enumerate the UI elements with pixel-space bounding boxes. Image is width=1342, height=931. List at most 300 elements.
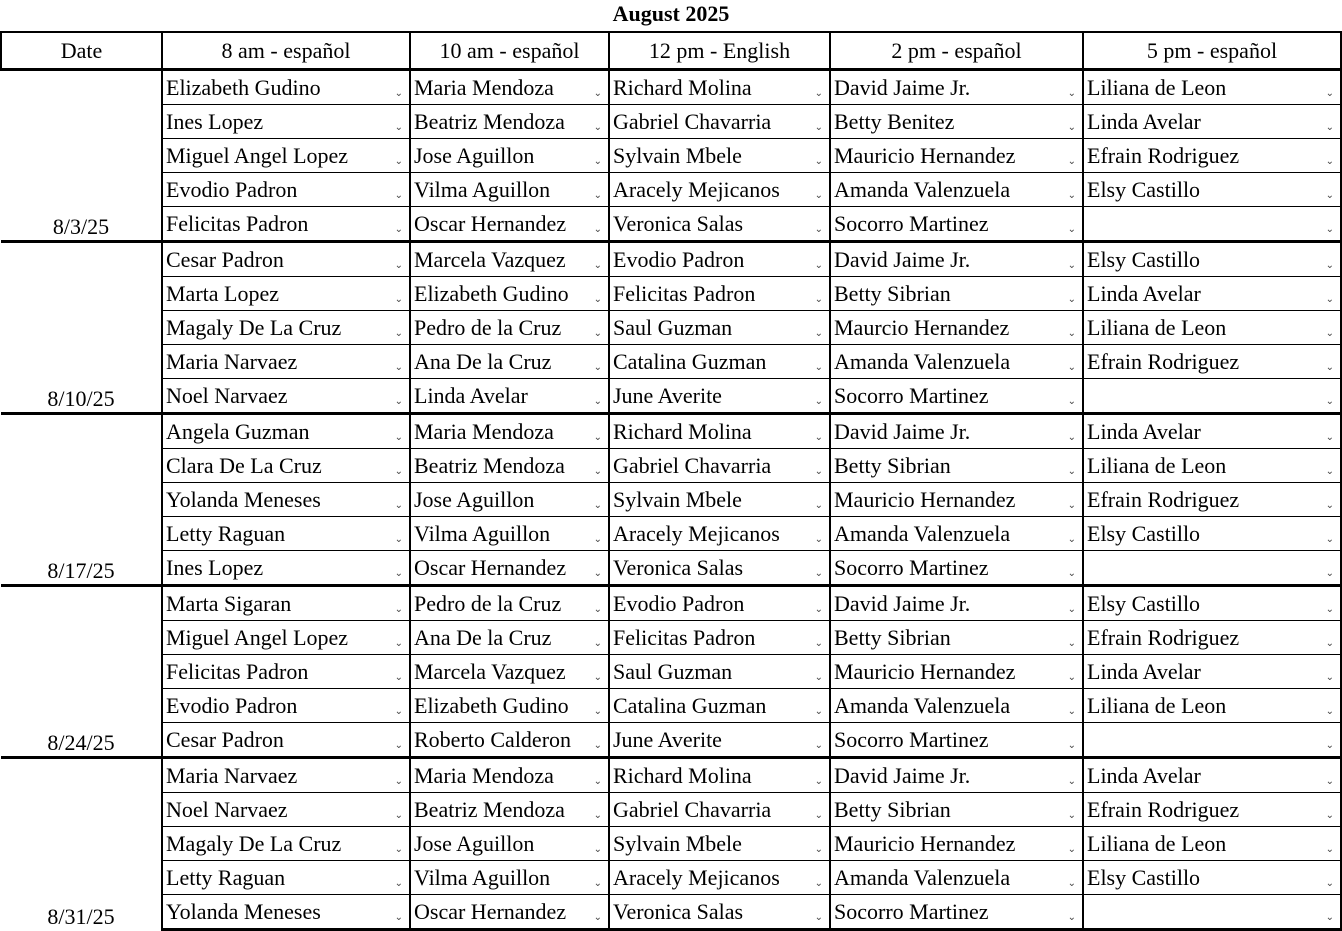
dropdown-arrow-icon[interactable]: ⌄ bbox=[1067, 706, 1076, 717]
dropdown-arrow-icon[interactable]: ⌄ bbox=[394, 294, 403, 305]
dropdown-arrow-icon[interactable]: ⌄ bbox=[1325, 706, 1334, 717]
volunteer-name: Efrain Rodriguez bbox=[1087, 624, 1240, 650]
dropdown-arrow-icon[interactable]: ⌄ bbox=[593, 844, 602, 855]
dropdown-arrow-icon[interactable]: ⌄ bbox=[593, 706, 602, 717]
volunteer-select[interactable] bbox=[410, 70, 609, 105]
dropdown-arrow-icon[interactable]: ⌄ bbox=[1067, 88, 1076, 99]
dropdown-arrow-icon[interactable]: ⌄ bbox=[394, 638, 403, 649]
volunteer-select[interactable] bbox=[830, 483, 1083, 517]
dropdown-arrow-icon[interactable]: ⌄ bbox=[1067, 328, 1076, 339]
dropdown-arrow-icon[interactable]: ⌄ bbox=[814, 88, 823, 99]
table-row bbox=[1, 207, 1341, 242]
volunteer-select[interactable] bbox=[609, 207, 830, 242]
volunteer-select[interactable] bbox=[609, 895, 830, 930]
volunteer-name: Oscar Hernandez bbox=[414, 210, 567, 236]
volunteer-select[interactable] bbox=[1083, 105, 1341, 139]
volunteer-select[interactable] bbox=[410, 311, 609, 345]
volunteer-name: Liliana de Leon bbox=[1087, 74, 1227, 100]
volunteer-select[interactable] bbox=[410, 379, 609, 414]
dropdown-arrow-icon[interactable]: ⌄ bbox=[1325, 432, 1334, 443]
volunteer-name bbox=[1084, 899, 1087, 924]
dropdown-arrow-icon[interactable]: ⌄ bbox=[593, 224, 602, 235]
volunteer-select[interactable] bbox=[1083, 345, 1341, 379]
dropdown-arrow-icon[interactable]: ⌄ bbox=[814, 294, 823, 305]
dropdown-arrow-icon[interactable]: ⌄ bbox=[1325, 294, 1334, 305]
dropdown-arrow-icon[interactable]: ⌄ bbox=[814, 912, 823, 923]
volunteer-select[interactable] bbox=[162, 586, 410, 621]
volunteer-select[interactable] bbox=[162, 70, 410, 105]
volunteer-select[interactable] bbox=[830, 414, 1083, 449]
volunteer-select[interactable] bbox=[609, 793, 830, 827]
dropdown-arrow-icon[interactable]: ⌄ bbox=[1325, 88, 1334, 99]
volunteer-name: Cesar Padron bbox=[166, 726, 284, 752]
dropdown-arrow-icon[interactable]: ⌄ bbox=[394, 224, 403, 235]
dropdown-arrow-icon[interactable]: ⌄ bbox=[1325, 190, 1334, 201]
table-row bbox=[1, 861, 1341, 895]
volunteer-select[interactable] bbox=[1083, 139, 1341, 173]
dropdown-arrow-icon[interactable]: ⌄ bbox=[814, 224, 823, 235]
volunteer-select[interactable] bbox=[609, 517, 830, 551]
volunteer-select[interactable] bbox=[609, 345, 830, 379]
volunteer-name: Richard Molina bbox=[613, 762, 752, 788]
dropdown-arrow-icon[interactable]: ⌄ bbox=[394, 466, 403, 477]
table-row bbox=[1, 105, 1341, 139]
volunteer-select[interactable] bbox=[410, 689, 609, 723]
volunteer-select[interactable] bbox=[410, 483, 609, 517]
volunteer-select[interactable] bbox=[609, 105, 830, 139]
dropdown-arrow-icon[interactable]: ⌄ bbox=[814, 432, 823, 443]
volunteer-select[interactable] bbox=[609, 311, 830, 345]
header-row bbox=[1, 32, 1341, 70]
dropdown-arrow-icon[interactable]: ⌄ bbox=[1325, 156, 1334, 167]
volunteer-select[interactable] bbox=[162, 483, 410, 517]
dropdown-arrow-icon[interactable]: ⌄ bbox=[394, 878, 403, 889]
dropdown-arrow-icon[interactable]: ⌄ bbox=[1067, 294, 1076, 305]
volunteer-select[interactable] bbox=[609, 758, 830, 793]
volunteer-name: Evodio Padron bbox=[166, 692, 298, 718]
volunteer-name: Clara De La Cruz bbox=[166, 452, 322, 478]
volunteer-name: Linda Avelar bbox=[414, 382, 528, 408]
volunteer-name: Catalina Guzman bbox=[613, 348, 767, 374]
volunteer-select[interactable] bbox=[162, 105, 410, 139]
dropdown-arrow-icon[interactable]: ⌄ bbox=[814, 190, 823, 201]
dropdown-arrow-icon[interactable]: ⌄ bbox=[1325, 844, 1334, 855]
volunteer-select[interactable] bbox=[1083, 414, 1341, 449]
dropdown-arrow-icon[interactable]: ⌄ bbox=[593, 500, 602, 511]
volunteer-select[interactable] bbox=[410, 861, 609, 895]
volunteer-select[interactable] bbox=[609, 449, 830, 483]
volunteer-select[interactable] bbox=[830, 105, 1083, 139]
dropdown-arrow-icon[interactable]: ⌄ bbox=[394, 534, 403, 545]
dropdown-arrow-icon[interactable]: ⌄ bbox=[593, 672, 602, 683]
volunteer-name: Vilma Aguillon bbox=[414, 520, 551, 546]
dropdown-arrow-icon[interactable]: ⌄ bbox=[593, 260, 602, 271]
volunteer-name: Miguel Angel Lopez bbox=[166, 142, 349, 168]
volunteer-select[interactable] bbox=[830, 827, 1083, 861]
volunteer-select[interactable] bbox=[1083, 242, 1341, 277]
dropdown-arrow-icon[interactable]: ⌄ bbox=[394, 88, 403, 99]
dropdown-arrow-icon[interactable]: ⌄ bbox=[593, 776, 602, 787]
dropdown-arrow-icon[interactable]: ⌄ bbox=[1067, 432, 1076, 443]
volunteer-select[interactable] bbox=[830, 379, 1083, 414]
volunteer-name: Marta Sigaran bbox=[166, 590, 292, 616]
volunteer-select[interactable] bbox=[162, 758, 410, 793]
volunteer-name: Veronica Salas bbox=[613, 898, 744, 924]
dropdown-arrow-icon[interactable]: ⌄ bbox=[394, 740, 403, 751]
dropdown-arrow-icon[interactable]: ⌄ bbox=[394, 500, 403, 511]
volunteer-name: Felicitas Padron bbox=[166, 210, 309, 236]
dropdown-arrow-icon[interactable]: ⌄ bbox=[814, 122, 823, 133]
volunteer-name: Elizabeth Gudino bbox=[166, 74, 321, 100]
volunteer-select[interactable] bbox=[410, 621, 609, 655]
dropdown-arrow-icon[interactable]: ⌄ bbox=[593, 568, 602, 579]
dropdown-arrow-icon[interactable]: ⌄ bbox=[1067, 500, 1076, 511]
volunteer-select[interactable] bbox=[162, 517, 410, 551]
volunteer-name: Marcela Vazquez bbox=[414, 658, 566, 684]
dropdown-arrow-icon[interactable]: ⌄ bbox=[593, 878, 602, 889]
volunteer-name: Maria Narvaez bbox=[166, 348, 298, 374]
dropdown-arrow-icon[interactable]: ⌄ bbox=[394, 706, 403, 717]
volunteer-select[interactable] bbox=[609, 861, 830, 895]
dropdown-arrow-icon[interactable]: ⌄ bbox=[814, 844, 823, 855]
volunteer-select[interactable] bbox=[162, 827, 410, 861]
dropdown-arrow-icon[interactable]: ⌄ bbox=[1067, 912, 1076, 923]
volunteer-select[interactable] bbox=[830, 449, 1083, 483]
volunteer-select[interactable] bbox=[162, 414, 410, 449]
volunteer-select[interactable] bbox=[830, 277, 1083, 311]
dropdown-arrow-icon[interactable]: ⌄ bbox=[394, 260, 403, 271]
dropdown-arrow-icon[interactable]: ⌄ bbox=[593, 810, 602, 821]
dropdown-arrow-icon[interactable]: ⌄ bbox=[814, 362, 823, 373]
dropdown-arrow-icon[interactable]: ⌄ bbox=[1067, 604, 1076, 615]
volunteer-select[interactable] bbox=[162, 173, 410, 207]
dropdown-arrow-icon[interactable]: ⌄ bbox=[1325, 568, 1334, 579]
dropdown-arrow-icon[interactable]: ⌄ bbox=[593, 912, 602, 923]
dropdown-arrow-icon[interactable]: ⌄ bbox=[593, 190, 602, 201]
volunteer-select[interactable] bbox=[162, 345, 410, 379]
dropdown-arrow-icon[interactable]: ⌄ bbox=[814, 638, 823, 649]
dropdown-arrow-icon[interactable]: ⌄ bbox=[394, 156, 403, 167]
volunteer-select[interactable] bbox=[162, 379, 410, 414]
dropdown-arrow-icon[interactable]: ⌄ bbox=[593, 604, 602, 615]
volunteer-name: Richard Molina bbox=[613, 74, 752, 100]
dropdown-arrow-icon[interactable]: ⌄ bbox=[394, 432, 403, 443]
volunteer-select[interactable] bbox=[410, 827, 609, 861]
dropdown-arrow-icon[interactable]: ⌄ bbox=[394, 672, 403, 683]
volunteer-select[interactable] bbox=[1083, 449, 1341, 483]
volunteer-select[interactable] bbox=[1083, 311, 1341, 345]
volunteer-select[interactable] bbox=[1083, 861, 1341, 895]
dropdown-arrow-icon[interactable]: ⌄ bbox=[1067, 122, 1076, 133]
dropdown-arrow-icon[interactable]: ⌄ bbox=[814, 740, 823, 751]
dropdown-arrow-icon[interactable]: ⌄ bbox=[593, 156, 602, 167]
volunteer-select[interactable] bbox=[410, 242, 609, 277]
volunteer-select[interactable] bbox=[1083, 207, 1341, 242]
volunteer-select[interactable] bbox=[830, 861, 1083, 895]
dropdown-arrow-icon[interactable]: ⌄ bbox=[394, 362, 403, 373]
volunteer-select[interactable] bbox=[609, 621, 830, 655]
volunteer-select[interactable] bbox=[162, 723, 410, 758]
volunteer-select[interactable] bbox=[609, 242, 830, 277]
volunteer-name: Letty Raguan bbox=[166, 520, 286, 546]
dropdown-arrow-icon[interactable]: ⌄ bbox=[394, 810, 403, 821]
volunteer-select[interactable] bbox=[410, 277, 609, 311]
dropdown-arrow-icon[interactable]: ⌄ bbox=[1067, 396, 1076, 407]
volunteer-select[interactable] bbox=[1083, 483, 1341, 517]
volunteer-select[interactable] bbox=[162, 655, 410, 689]
dropdown-arrow-icon[interactable]: ⌄ bbox=[1067, 844, 1076, 855]
dropdown-arrow-icon[interactable]: ⌄ bbox=[394, 328, 403, 339]
volunteer-name: Socorro Martinez bbox=[834, 898, 989, 924]
volunteer-name: Socorro Martinez bbox=[834, 726, 989, 752]
volunteer-select[interactable] bbox=[830, 242, 1083, 277]
dropdown-arrow-icon[interactable]: ⌄ bbox=[593, 88, 602, 99]
dropdown-arrow-icon[interactable]: ⌄ bbox=[1325, 500, 1334, 511]
dropdown-arrow-icon[interactable]: ⌄ bbox=[593, 362, 602, 373]
volunteer-select[interactable] bbox=[830, 895, 1083, 930]
volunteer-select[interactable] bbox=[830, 517, 1083, 551]
volunteer-select[interactable] bbox=[410, 414, 609, 449]
volunteer-select[interactable] bbox=[609, 723, 830, 758]
volunteer-select[interactable] bbox=[609, 173, 830, 207]
volunteer-select[interactable] bbox=[162, 621, 410, 655]
volunteer-name bbox=[1084, 211, 1087, 236]
dropdown-arrow-icon[interactable]: ⌄ bbox=[1325, 328, 1334, 339]
dropdown-arrow-icon[interactable]: ⌄ bbox=[1325, 776, 1334, 787]
dropdown-arrow-icon[interactable]: ⌄ bbox=[1067, 466, 1076, 477]
volunteer-select[interactable] bbox=[830, 70, 1083, 105]
volunteer-select[interactable] bbox=[609, 277, 830, 311]
volunteer-select[interactable] bbox=[410, 655, 609, 689]
table-row bbox=[1, 758, 1341, 793]
dropdown-arrow-icon[interactable]: ⌄ bbox=[593, 432, 602, 443]
table-row bbox=[1, 242, 1341, 277]
volunteer-select[interactable] bbox=[830, 655, 1083, 689]
dropdown-arrow-icon[interactable]: ⌄ bbox=[394, 122, 403, 133]
dropdown-arrow-icon[interactable]: ⌄ bbox=[1325, 672, 1334, 683]
volunteer-select[interactable] bbox=[609, 551, 830, 586]
volunteer-select[interactable] bbox=[162, 793, 410, 827]
volunteer-select[interactable] bbox=[410, 449, 609, 483]
volunteer-select[interactable] bbox=[162, 895, 410, 930]
volunteer-name: Sylvain Mbele bbox=[613, 142, 742, 168]
volunteer-select[interactable] bbox=[609, 70, 830, 105]
volunteer-select[interactable] bbox=[830, 311, 1083, 345]
volunteer-select[interactable] bbox=[1083, 173, 1341, 207]
volunteer-select[interactable] bbox=[1083, 517, 1341, 551]
volunteer-select[interactable] bbox=[1083, 379, 1341, 414]
volunteer-select[interactable] bbox=[162, 277, 410, 311]
volunteer-name: Ines Lopez bbox=[166, 108, 264, 134]
volunteer-select[interactable] bbox=[162, 207, 410, 242]
dropdown-arrow-icon[interactable]: ⌄ bbox=[593, 740, 602, 751]
volunteer-name: Maria Mendoza bbox=[414, 762, 554, 788]
dropdown-arrow-icon[interactable]: ⌄ bbox=[1067, 740, 1076, 751]
volunteer-select[interactable] bbox=[1083, 655, 1341, 689]
dropdown-arrow-icon[interactable]: ⌄ bbox=[814, 706, 823, 717]
volunteer-select[interactable] bbox=[609, 586, 830, 621]
dropdown-arrow-icon[interactable]: ⌄ bbox=[1325, 534, 1334, 545]
volunteer-select[interactable] bbox=[410, 586, 609, 621]
volunteer-select[interactable] bbox=[830, 689, 1083, 723]
dropdown-arrow-icon[interactable]: ⌄ bbox=[1067, 810, 1076, 821]
dropdown-arrow-icon[interactable]: ⌄ bbox=[593, 638, 602, 649]
dropdown-arrow-icon[interactable]: ⌄ bbox=[814, 568, 823, 579]
volunteer-select[interactable] bbox=[1083, 895, 1341, 930]
dropdown-arrow-icon[interactable]: ⌄ bbox=[1325, 122, 1334, 133]
dropdown-arrow-icon[interactable]: ⌄ bbox=[394, 568, 403, 579]
volunteer-name: Saul Guzman bbox=[613, 658, 733, 684]
volunteer-select[interactable] bbox=[410, 793, 609, 827]
volunteer-select[interactable] bbox=[410, 723, 609, 758]
volunteer-select[interactable] bbox=[830, 621, 1083, 655]
volunteer-name: Ines Lopez bbox=[166, 554, 264, 580]
volunteer-select[interactable] bbox=[410, 345, 609, 379]
volunteer-select[interactable] bbox=[609, 655, 830, 689]
dropdown-arrow-icon[interactable]: ⌄ bbox=[1067, 776, 1076, 787]
volunteer-select[interactable] bbox=[1083, 758, 1341, 793]
dropdown-arrow-icon[interactable]: ⌄ bbox=[1325, 740, 1334, 751]
volunteer-name: June Averite bbox=[613, 726, 722, 752]
table-row bbox=[1, 345, 1341, 379]
volunteer-select[interactable] bbox=[162, 689, 410, 723]
dropdown-arrow-icon[interactable]: ⌄ bbox=[1325, 362, 1334, 373]
volunteer-name: Elsy Castillo bbox=[1087, 246, 1201, 272]
dropdown-arrow-icon[interactable]: ⌄ bbox=[1067, 672, 1076, 683]
dropdown-arrow-icon[interactable]: ⌄ bbox=[394, 912, 403, 923]
dropdown-arrow-icon[interactable]: ⌄ bbox=[814, 672, 823, 683]
dropdown-arrow-icon[interactable]: ⌄ bbox=[1067, 190, 1076, 201]
dropdown-arrow-icon[interactable]: ⌄ bbox=[593, 122, 602, 133]
volunteer-select[interactable] bbox=[410, 139, 609, 173]
dropdown-arrow-icon[interactable]: ⌄ bbox=[394, 190, 403, 201]
dropdown-arrow-icon[interactable]: ⌄ bbox=[1325, 878, 1334, 889]
volunteer-select[interactable] bbox=[830, 793, 1083, 827]
volunteer-name: Aracely Mejicanos bbox=[613, 520, 780, 546]
volunteer-select[interactable] bbox=[410, 895, 609, 930]
volunteer-select[interactable] bbox=[1083, 70, 1341, 105]
dropdown-arrow-icon[interactable]: ⌄ bbox=[814, 810, 823, 821]
dropdown-arrow-icon[interactable]: ⌄ bbox=[1325, 224, 1334, 235]
volunteer-select[interactable] bbox=[609, 139, 830, 173]
dropdown-arrow-icon[interactable]: ⌄ bbox=[814, 534, 823, 545]
dropdown-arrow-icon[interactable]: ⌄ bbox=[814, 500, 823, 511]
volunteer-name: Amanda Valenzuela bbox=[834, 864, 1011, 890]
volunteer-select[interactable] bbox=[410, 105, 609, 139]
dropdown-arrow-icon[interactable]: ⌄ bbox=[1325, 466, 1334, 477]
volunteer-name: Veronica Salas bbox=[613, 210, 744, 236]
volunteer-select[interactable] bbox=[1083, 723, 1341, 758]
dropdown-arrow-icon[interactable]: ⌄ bbox=[814, 878, 823, 889]
dropdown-arrow-icon[interactable]: ⌄ bbox=[814, 328, 823, 339]
volunteer-select[interactable] bbox=[410, 517, 609, 551]
volunteer-select[interactable] bbox=[1083, 551, 1341, 586]
dropdown-arrow-icon[interactable]: ⌄ bbox=[394, 844, 403, 855]
volunteer-select[interactable] bbox=[830, 139, 1083, 173]
volunteer-select[interactable] bbox=[162, 311, 410, 345]
dropdown-arrow-icon[interactable]: ⌄ bbox=[814, 260, 823, 271]
dropdown-arrow-icon[interactable]: ⌄ bbox=[593, 534, 602, 545]
dropdown-arrow-icon[interactable]: ⌄ bbox=[1325, 396, 1334, 407]
volunteer-select[interactable] bbox=[1083, 586, 1341, 621]
volunteer-select[interactable] bbox=[609, 379, 830, 414]
volunteer-name: Yolanda Meneses bbox=[166, 898, 321, 924]
volunteer-select[interactable] bbox=[830, 173, 1083, 207]
dropdown-arrow-icon[interactable]: ⌄ bbox=[394, 776, 403, 787]
volunteer-select[interactable] bbox=[410, 551, 609, 586]
dropdown-arrow-icon[interactable]: ⌄ bbox=[814, 396, 823, 407]
volunteer-select[interactable] bbox=[609, 414, 830, 449]
volunteer-select[interactable] bbox=[830, 551, 1083, 586]
dropdown-arrow-icon[interactable]: ⌄ bbox=[814, 776, 823, 787]
dropdown-arrow-icon[interactable]: ⌄ bbox=[593, 396, 602, 407]
dropdown-arrow-icon[interactable]: ⌄ bbox=[814, 466, 823, 477]
volunteer-select[interactable] bbox=[410, 173, 609, 207]
dropdown-arrow-icon[interactable]: ⌄ bbox=[1067, 638, 1076, 649]
volunteer-select[interactable] bbox=[410, 758, 609, 793]
dropdown-arrow-icon[interactable]: ⌄ bbox=[394, 604, 403, 615]
dropdown-arrow-icon[interactable]: ⌄ bbox=[1067, 260, 1076, 271]
volunteer-name: Liliana de Leon bbox=[1087, 452, 1227, 478]
volunteer-select[interactable] bbox=[609, 483, 830, 517]
table-row bbox=[1, 70, 1341, 105]
dropdown-arrow-icon[interactable]: ⌄ bbox=[1325, 260, 1334, 271]
dropdown-arrow-icon[interactable]: ⌄ bbox=[394, 396, 403, 407]
volunteer-select[interactable] bbox=[1083, 621, 1341, 655]
dropdown-arrow-icon[interactable]: ⌄ bbox=[814, 156, 823, 167]
dropdown-arrow-icon[interactable]: ⌄ bbox=[593, 328, 602, 339]
dropdown-arrow-icon[interactable]: ⌄ bbox=[1325, 912, 1334, 923]
volunteer-name: Maria Mendoza bbox=[414, 74, 554, 100]
column-header-10am: 10 am - español bbox=[410, 32, 609, 70]
volunteer-select[interactable] bbox=[1083, 689, 1341, 723]
volunteer-name bbox=[1084, 383, 1087, 408]
volunteer-select[interactable] bbox=[1083, 793, 1341, 827]
volunteer-name: Aracely Mejicanos bbox=[613, 864, 780, 890]
dropdown-arrow-icon[interactable]: ⌄ bbox=[1067, 878, 1076, 889]
volunteer-select[interactable] bbox=[830, 345, 1083, 379]
volunteer-select[interactable] bbox=[162, 449, 410, 483]
dropdown-arrow-icon[interactable]: ⌄ bbox=[1067, 362, 1076, 373]
volunteer-select[interactable] bbox=[830, 207, 1083, 242]
volunteer-select[interactable] bbox=[162, 139, 410, 173]
dropdown-arrow-icon[interactable]: ⌄ bbox=[814, 604, 823, 615]
dropdown-arrow-icon[interactable]: ⌄ bbox=[593, 294, 602, 305]
volunteer-select[interactable] bbox=[609, 827, 830, 861]
volunteer-select[interactable] bbox=[410, 207, 609, 242]
dropdown-arrow-icon[interactable]: ⌄ bbox=[593, 466, 602, 477]
volunteer-select[interactable] bbox=[162, 551, 410, 586]
dropdown-arrow-icon[interactable]: ⌄ bbox=[1067, 568, 1076, 579]
volunteer-select[interactable] bbox=[162, 242, 410, 277]
dropdown-arrow-icon[interactable]: ⌄ bbox=[1067, 156, 1076, 167]
volunteer-select[interactable] bbox=[162, 861, 410, 895]
dropdown-arrow-icon[interactable]: ⌄ bbox=[1325, 604, 1334, 615]
volunteer-name: Betty Sibrian bbox=[834, 796, 951, 822]
volunteer-name: Elizabeth Gudino bbox=[414, 692, 569, 718]
volunteer-select[interactable] bbox=[1083, 277, 1341, 311]
dropdown-arrow-icon[interactable]: ⌄ bbox=[1325, 810, 1334, 821]
dropdown-arrow-icon[interactable]: ⌄ bbox=[1067, 224, 1076, 235]
volunteer-select[interactable] bbox=[609, 689, 830, 723]
volunteer-select[interactable] bbox=[830, 723, 1083, 758]
dropdown-arrow-icon[interactable]: ⌄ bbox=[1067, 534, 1076, 545]
volunteer-name: Betty Sibrian bbox=[834, 280, 951, 306]
volunteer-select[interactable] bbox=[830, 758, 1083, 793]
volunteer-select[interactable] bbox=[1083, 827, 1341, 861]
dropdown-arrow-icon[interactable]: ⌄ bbox=[1325, 638, 1334, 649]
volunteer-select[interactable] bbox=[830, 586, 1083, 621]
